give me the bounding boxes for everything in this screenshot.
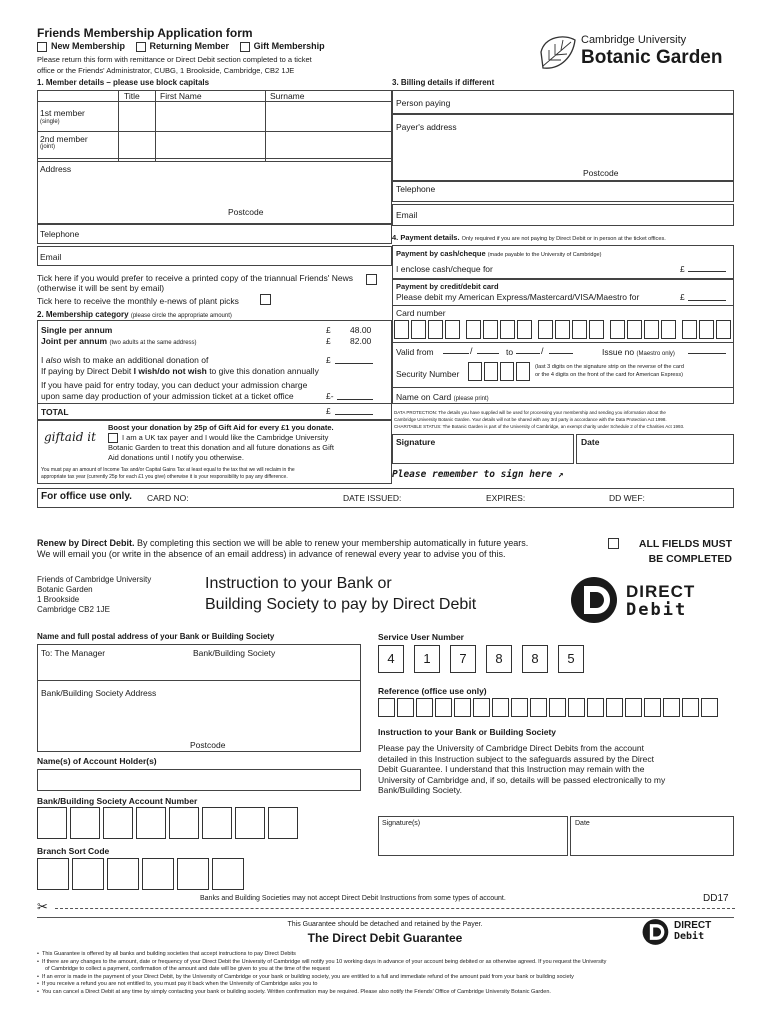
service-user-digit: 8	[522, 645, 548, 673]
instruction-text	[378, 743, 665, 796]
reference-char-box[interactable]	[454, 698, 471, 717]
small-logo-debit: Debit	[674, 931, 705, 942]
small-logo-direct: DIRECT	[674, 920, 712, 931]
sort-digit-box[interactable]	[107, 858, 139, 890]
payer-email-label: Email	[396, 210, 418, 220]
bank-address-box[interactable]	[37, 644, 361, 752]
security-digit-box[interactable]	[468, 362, 482, 381]
paid-line-1: If you have paid for entry today, you can deduct your admission charge	[41, 380, 308, 390]
account-holders-field[interactable]	[37, 769, 361, 791]
name-on-card-text: Name on Card	[396, 392, 452, 402]
intro-line-2: office or the Friends' Administrator, CUBG, 1 Brookside, Cambridge, CB2 1JE	[37, 66, 295, 75]
form-intro	[37, 54, 312, 76]
reference-char-box[interactable]	[625, 698, 642, 717]
payer-postcode-label: Postcode	[583, 168, 619, 178]
to-manager-label: To: The Manager	[41, 648, 106, 658]
enclose-currency: £	[680, 264, 685, 274]
service-user-digit: 8	[486, 645, 512, 673]
card-digit-box[interactable]	[517, 320, 532, 339]
service-user-number	[378, 645, 588, 675]
second-member-label: 2nd member	[40, 134, 88, 144]
postcode-label: Postcode	[228, 207, 264, 217]
valid-to-label: to	[506, 347, 514, 357]
intro-line-1: Please return this form with remittance or Direct Debit section completed to a ticket	[37, 55, 312, 64]
col-title: Title	[124, 91, 140, 101]
account-digit-box[interactable]	[136, 807, 166, 839]
card-heading: Payment by credit/debit card	[396, 282, 499, 291]
service-user-digit: 1	[414, 645, 440, 673]
reference-heading: Reference (office use only)	[378, 686, 487, 696]
reference-char-box[interactable]	[663, 698, 680, 717]
sort-digit-box[interactable]	[177, 858, 209, 890]
dd-wef-label: DD WEF:	[609, 493, 645, 503]
tick-print-note: (otherwise it will be sent by email)	[37, 283, 165, 293]
renew-line-2: We will email you (or write in the absence of an email address) in advance of renewal every year to advise you of this.	[37, 549, 506, 559]
payer-telephone-label: Telephone	[396, 184, 436, 194]
arrow-icon: ↗	[557, 469, 564, 480]
dd-addr-1: Friends of Cambridge University	[37, 575, 152, 584]
card-digit-box[interactable]	[500, 320, 515, 339]
dd-wish: I wish/do not wish	[133, 366, 207, 376]
card-digit-box[interactable]	[699, 320, 714, 339]
gift-membership-checkbox[interactable]	[240, 42, 250, 52]
data-protection-2: Cambridge University Botanic Garden. Your details will not be shared with any 3rd party in accordance with the Data Protection Act 1998.	[394, 417, 667, 422]
remember-text: Please remember to sign here	[392, 469, 553, 480]
col-surname: Surname	[270, 91, 305, 101]
account-number-boxes[interactable]	[37, 807, 307, 839]
instruction-line-4: University of Cambridge and, if so, details will be passed electronically to my	[378, 774, 666, 785]
sort-digit-box[interactable]	[142, 858, 174, 890]
reference-char-box[interactable]	[435, 698, 452, 717]
logo-line-2: Botanic Garden	[581, 47, 723, 68]
printed-news-checkbox[interactable]	[366, 274, 377, 285]
reference-char-box[interactable]	[606, 698, 623, 717]
reference-char-box[interactable]	[530, 698, 547, 717]
sort-digit-box[interactable]	[212, 858, 244, 890]
donation-text: wish to make an additional donation of	[63, 355, 209, 365]
gift-membership-label: Gift Membership	[253, 41, 325, 51]
renew-text: By completing this section we will be able to renew your membership automatically in future years.	[137, 538, 529, 548]
account-number-label: Bank/Building Society Account Number	[37, 796, 198, 806]
paid-currency: £-	[326, 391, 334, 401]
tick-print-text: Tick here if you would prefer to receive a printed copy of the triannual Friends' News	[37, 273, 353, 283]
giftaid-decl-2: Botanic Garden to treat this donation and all future donations as Gift	[108, 443, 334, 452]
dd-code: DD17	[703, 893, 729, 904]
account-digit-box[interactable]	[37, 807, 67, 839]
guarantee-title: The Direct Debit Guarantee	[307, 931, 463, 945]
direct-debit-small-icon	[642, 918, 670, 946]
date-label: Date	[581, 437, 600, 447]
donation-line	[41, 355, 208, 365]
bank-bs-label: Bank/Building Society	[193, 648, 276, 658]
expires-label: EXPIRES:	[486, 493, 526, 503]
second-member-sub: (joint)	[40, 144, 56, 150]
col-first-name: First Name	[160, 91, 202, 101]
dd-logo-debit: Debit	[626, 600, 688, 620]
donation-also: also	[45, 355, 62, 365]
service-user-digit: 4	[378, 645, 404, 673]
joint-amount[interactable]: 82.00	[350, 336, 372, 346]
guarantee-item: • If there are any changes to the amount, date or frequency of your Direct Debit the University of Cambridge will notify you 10 working days in advance of your account being debited or as otherwise agreed. If you request the University	[37, 958, 607, 965]
dd-addr-3: 1 Brookside	[37, 595, 80, 604]
card-digit-box[interactable]	[661, 320, 676, 339]
guarantee-item: • This Guarantee is offered by all banks and building societies that accept instructions to pay Direct Debits	[37, 951, 296, 957]
reference-char-box[interactable]	[587, 698, 604, 717]
data-protection-3: CHARITABLE STATUS: The Botanic Garden is part of the University of Cambridge, an exempt charity under Schedule 2 of the Charities Act 1993.	[394, 424, 685, 429]
giftaid-checkbox[interactable]	[108, 433, 118, 443]
billing-heading: 3. Billing details if different	[392, 78, 495, 87]
dd-pre: If paying by Direct Debit	[41, 366, 132, 376]
card-digit-box[interactable]	[610, 320, 625, 339]
new-membership-checkbox[interactable]	[37, 42, 47, 52]
security-note-2: or the 4 digits on the front of the card for American Express)	[535, 372, 683, 378]
account-digit-box[interactable]	[169, 807, 199, 839]
telephone-field[interactable]	[37, 224, 392, 244]
membership-type-options	[37, 41, 325, 52]
instruction-line-3: Debit Guarantee. I understand that this Instruction may remain with the	[378, 764, 645, 774]
reference-char-box[interactable]	[416, 698, 433, 717]
joint-currency: £	[326, 336, 331, 346]
card-number-label: Card number	[396, 308, 446, 318]
payment-heading	[392, 233, 666, 242]
sort-digit-box[interactable]	[72, 858, 104, 890]
service-user-digit: 7	[450, 645, 476, 673]
security-digit-box[interactable]	[500, 362, 514, 381]
reference-char-box[interactable]	[644, 698, 661, 717]
dd-addr-2: Botanic Garden	[37, 585, 93, 594]
valid-from-label: Valid from	[396, 347, 434, 357]
name-on-card-label	[396, 392, 489, 402]
enclose-label: I enclose cash/cheque for	[396, 264, 493, 274]
guarantee-item-2a: If there are any changes to the amount, date or frequency of your Direct Debit the University of Cambridge will notify you 10 working days in advance of your account being debited or as otherwise agreed. If you request the University	[41, 958, 607, 965]
new-membership-label: New Membership	[51, 41, 126, 51]
botanic-garden-logo	[535, 30, 735, 76]
reference-boxes[interactable]	[378, 698, 734, 718]
card-number-boxes[interactable]	[394, 320, 732, 340]
account-digit-box[interactable]	[235, 807, 265, 839]
tick-enews-text: Tick here to receive the monthly e-news of plant picks	[37, 296, 239, 306]
single-currency: £	[326, 325, 331, 335]
first-member-label: 1st member	[40, 108, 85, 118]
security-label: Security Number	[396, 369, 460, 379]
dd-post: to give this donation annually	[209, 366, 319, 376]
giftaid-fine-1: You must pay an amount of Income Tax and/or Capital Gains Tax at least equal to the tax that we will reclaim in the	[41, 467, 295, 473]
all-fields-2: BE COMPLETED	[648, 553, 732, 565]
guarantee-dd-logo	[642, 918, 732, 946]
dd-title-2: Building Society to pay by Direct Debit	[205, 596, 477, 613]
card-currency: £	[680, 292, 685, 302]
payment-heading-note: Only required if you are not paying by Direct Debit or in person at the ticket offices.	[461, 236, 666, 242]
date-field[interactable]	[576, 434, 734, 464]
account-holders-label: Name(s) of Account Holder(s)	[37, 756, 157, 766]
account-digit-box[interactable]	[103, 807, 133, 839]
card-digit-box[interactable]	[682, 320, 697, 339]
account-digit-box[interactable]	[268, 807, 298, 839]
card-amount-field[interactable]	[688, 300, 726, 301]
reference-char-box[interactable]	[378, 698, 395, 717]
guarantee-item: • If you receive a refund you are not entitled to, you must pay it back when the University of Cambridge asks you to	[37, 981, 318, 988]
giftaid-decl-3: Aid donations until I notify you otherwise.	[108, 453, 244, 462]
issue-no-text: Issue no	[602, 347, 635, 357]
account-digit-box[interactable]	[70, 807, 100, 839]
reference-char-box[interactable]	[397, 698, 414, 717]
direct-debit-mark-icon	[570, 576, 620, 624]
remember-note	[392, 469, 564, 480]
security-digit-box[interactable]	[484, 362, 498, 381]
service-user-digit: 5	[558, 645, 584, 673]
joint-note: (two adults at the same address)	[109, 340, 197, 346]
service-user-heading: Service User Number	[378, 632, 464, 642]
date-issued-label: DATE ISSUED:	[343, 493, 402, 503]
dd-donation-line	[41, 366, 319, 376]
card-digit-box[interactable]	[483, 320, 498, 339]
card-digit-box[interactable]	[716, 320, 731, 339]
category-heading-note: (please circle the appropriate amount)	[130, 313, 232, 319]
instruction-line-2: detailed in this Instruction subject to the safeguards assured by the Direct	[378, 753, 654, 764]
joint-label: Joint per annum	[41, 336, 108, 346]
security-note-1: (last 3 digits on the signature strip on the reverse of the card	[535, 364, 684, 370]
cash-note: (made payable to the University of Cambridge)	[487, 252, 602, 258]
giftaid-fine-2: appropriate tax year (currently 25p for each £1 you give) otherwise it is your responsibility to pay any difference.	[41, 474, 288, 480]
first-member-sub: (single)	[40, 119, 60, 125]
paid-line-2: upon same day production of your admission ticket at a ticket office	[41, 391, 294, 401]
payer-email-field[interactable]	[392, 204, 734, 226]
enclose-amount-field[interactable]	[688, 271, 726, 272]
issue-no-note: (Maestro only)	[636, 351, 675, 357]
instruction-line-5: Bank/Building Society.	[378, 785, 462, 795]
form-title: Friends Membership Application form	[37, 26, 253, 40]
reference-char-box[interactable]	[568, 698, 585, 717]
security-digit-box[interactable]	[516, 362, 530, 381]
guarantee-item-4: If you receive a refund you are not entitled to, you must pay it back when the University of Cambridge asks you to	[41, 981, 318, 988]
dd-date-label: Date	[575, 820, 590, 827]
guarantee-item-5: You can cancel a Direct Debit at any time by simply contacting your bank or building society. Written confirmation may be required. Please also notify the Friends' Office of Cambridge University Botanic Garden.	[41, 988, 551, 995]
dd-address	[37, 575, 151, 615]
card-digit-box[interactable]	[572, 320, 587, 339]
guarantee-item-3: If an error is made in the payment of your Direct Debit, by the University of Cambridge or your bank or building society, you are entitled to a full and immediate refund of the amount paid from your bank or building society	[41, 973, 574, 980]
card-digit-box[interactable]	[644, 320, 659, 339]
logo-line-1: Cambridge University	[581, 34, 687, 46]
cash-head: Payment by cash/cheque	[396, 249, 486, 258]
sort-code-label: Branch Sort Code	[37, 846, 110, 856]
returning-member-label: Returning Member	[149, 41, 230, 51]
member-details-heading: 1. Member details – please use block capitals	[37, 78, 210, 87]
card-digit-box[interactable]	[538, 320, 553, 339]
email-label: Email	[40, 252, 62, 262]
leaf-icon	[535, 30, 579, 74]
admission-deduction-field[interactable]	[337, 399, 373, 400]
dd-title-1: Instruction to your Bank or	[205, 575, 392, 592]
bank-heading: Name and full postal address of your Bank or Building Society	[37, 632, 275, 641]
card-digit-box[interactable]	[555, 320, 570, 339]
dd-addr-4: Cambridge CB2 1JE	[37, 605, 110, 614]
reference-char-box[interactable]	[701, 698, 718, 717]
dd-logo-direct: DIRECT	[626, 582, 696, 601]
guarantee-detach: This Guarantee should be detached and retained by the Payer.	[287, 921, 483, 928]
total-field[interactable]	[335, 414, 373, 415]
guarantee-item-2b: of Cambridge to collect a payment, confirmation of the amount and date will be given to you at the time of the request	[45, 966, 330, 973]
payer-telephone-field[interactable]	[392, 180, 734, 202]
donation-i: I	[41, 355, 44, 365]
sort-code-boxes[interactable]	[37, 858, 247, 890]
dd-date-field[interactable]	[570, 816, 734, 856]
reference-char-box[interactable]	[492, 698, 509, 717]
issue-no-field[interactable]	[688, 353, 726, 354]
signature-label: Signature	[396, 437, 436, 447]
single-amount[interactable]: 48.00	[350, 325, 372, 335]
enews-checkbox[interactable]	[260, 294, 271, 305]
reference-char-box[interactable]	[682, 698, 699, 717]
instruction-heading: Instruction to your Bank or Building Society	[378, 727, 557, 737]
returning-member-checkbox[interactable]	[136, 42, 146, 52]
donation-amount-field[interactable]	[335, 363, 373, 364]
card-text: Please debit my American Express/Mastercard/VISA/Maestro for	[396, 292, 640, 302]
cash-heading	[396, 249, 601, 258]
card-digit-box[interactable]	[428, 320, 443, 339]
address-field[interactable]	[37, 158, 392, 224]
giftaid-logo: giftaid it	[44, 430, 96, 444]
giftaid-boost: Boost your donation by 25p of Gift Aid for every £1 you donate.	[108, 423, 334, 432]
person-paying-label: Person paying	[396, 98, 451, 108]
card-digit-box[interactable]	[466, 320, 481, 339]
bank-address-label: Bank/Building Society Address	[41, 688, 157, 698]
payment-heading-text: 4. Payment details.	[392, 233, 460, 242]
total-currency: £	[326, 406, 331, 416]
security-number-boxes[interactable]	[468, 362, 532, 382]
total-label: TOTAL	[41, 407, 69, 417]
data-protection-1: DATA PROTECTION: The details you have supplied will be used for processing your membership and sending you information about the	[394, 410, 666, 415]
renew-line-1	[37, 538, 528, 548]
card-no-label: CARD NO:	[147, 493, 189, 503]
donation-currency: £	[326, 355, 331, 365]
renew-bold: Renew by Direct Debit.	[37, 538, 135, 548]
bank-postcode-label: Postcode	[190, 740, 226, 750]
name-on-card-note: (please print)	[453, 396, 489, 402]
category-heading	[37, 310, 232, 319]
giftaid-decl-1: I am a UK tax payer and I would like the Cambridge University	[122, 433, 329, 442]
bs-note: Banks and Building Societies may not accept Direct Debit Instructions from some types of account.	[200, 895, 506, 902]
single-label: Single per annum	[41, 325, 113, 335]
guarantee-item: • You can cancel a Direct Debit at any time by simply contacting your bank or building society. Written confirmation may be required. Please also notify the Friends' Office of Cambridge University Botanic Garden.	[37, 988, 551, 995]
payer-address-label: Payer's address	[396, 122, 457, 132]
card-digit-box[interactable]	[627, 320, 642, 339]
email-field[interactable]	[37, 246, 392, 266]
guarantee-item: • If an error is made in the payment of your Direct Debit, by the University of Cambridge or your bank or building society, you are entitled to a full and immediate refund of the amount paid from your bank or building society	[37, 973, 574, 980]
card-digit-box[interactable]	[445, 320, 460, 339]
reference-char-box[interactable]	[511, 698, 528, 717]
scissors-icon: ✂	[37, 899, 48, 914]
renew-checkbox[interactable]	[608, 538, 619, 549]
office-use-label: For office use only.	[41, 491, 132, 502]
reference-char-box[interactable]	[473, 698, 490, 717]
all-fields-1: ALL FIELDS MUST	[638, 538, 732, 550]
telephone-label: Telephone	[40, 229, 80, 239]
card-digit-box[interactable]	[394, 320, 409, 339]
category-heading-text: 2. Membership category	[37, 310, 129, 319]
guarantee-list	[37, 951, 734, 997]
cut-line	[55, 908, 735, 909]
card-digit-box[interactable]	[411, 320, 426, 339]
issue-no-label	[602, 347, 675, 357]
direct-debit-logo	[570, 576, 730, 624]
instruction-line-1: Please pay the University of Cambridge Direct Debits from the account	[378, 743, 644, 753]
account-digit-box[interactable]	[202, 807, 232, 839]
address-label: Address	[40, 164, 72, 174]
card-digit-box[interactable]	[589, 320, 604, 339]
guarantee-item-1: This Guarantee is offered by all banks and building societies that accept instructions to pay Direct Debits	[41, 951, 296, 957]
sort-digit-box[interactable]	[37, 858, 69, 890]
reference-char-box[interactable]	[549, 698, 566, 717]
dd-signature-label: Signature(s)	[382, 820, 421, 827]
